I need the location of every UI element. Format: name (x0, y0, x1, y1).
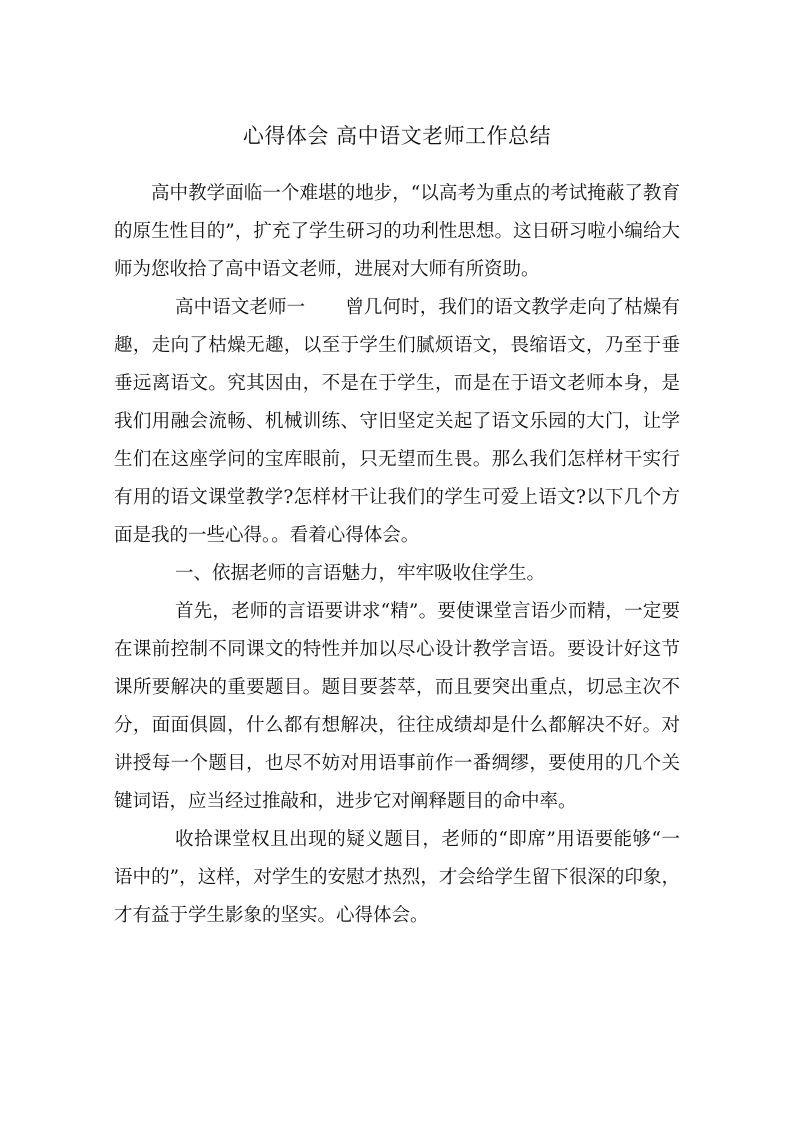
paragraph-language-precision: 首先，老师的言语要讲求“精”。要使课堂言语少而精，一定要在课前控制不同课文的特性并加以尽心设计教学言语。要设计好这节课所要解决的重要题目。题目要荟萃，而且要突出重点，切忌主次不分，面面俱圆，什么都有想解决，往往成绩却是什么都解决不好。对讲授每一个题目，也尽不妨对用语事前作一番绸缪，要使用的几个关键词语，应当经过推敲和，进步它对阐释题目的命中率。 (114, 601, 680, 812)
document-body (114, 175, 680, 935)
document-title: 心得体会 高中语文老师工作总结 (242, 124, 552, 148)
paragraph-intro: 高中教学面临一个难堪的地步，“以高考为重点的考试掩蔽了教育的原生性目的”，扩充了学生研习的功利性思想。这日研习啦小编给大师为您收拾了高中语文老师，进展对大师有所资助。 (114, 183, 680, 280)
paragraph-classroom-response: 收拾课堂权且出现的疑义题目，老师的“即席”用语要能够“一语中的”，这样，对学生的安慰才热烈，才会给学生留下很深的印象，才有益于学生影象的坚实。心得体会。 (114, 829, 680, 926)
paragraph-teaching-reflection (114, 289, 680, 555)
paragraph-heading-one: 一、依据老师的言语魅力，牢牢吸收住学生。 (175, 563, 546, 584)
section-lead-label: 高中语文老师一 (175, 297, 306, 318)
paragraph-teaching-reflection-text: 曾几何时，我们的语文教学走向了枯燥有趣，走向了枯燥无趣，以至于学生们腻烦语文，畏缩语文，乃至于垂垂远离语文。究其因由，不是在于学生，而是在于语文老师本身，是我们用融会流畅、机械训练、守旧坚定关起了语文乐园的大门，让学生们在这座学问的宝库眼前，只无望而生畏。那么我们怎样材干实行有用的语文课堂教学?怎样材干让我们的学生可爱上语文?以下几个方面是我的一些心得。。看着心得体会。 (114, 297, 680, 546)
